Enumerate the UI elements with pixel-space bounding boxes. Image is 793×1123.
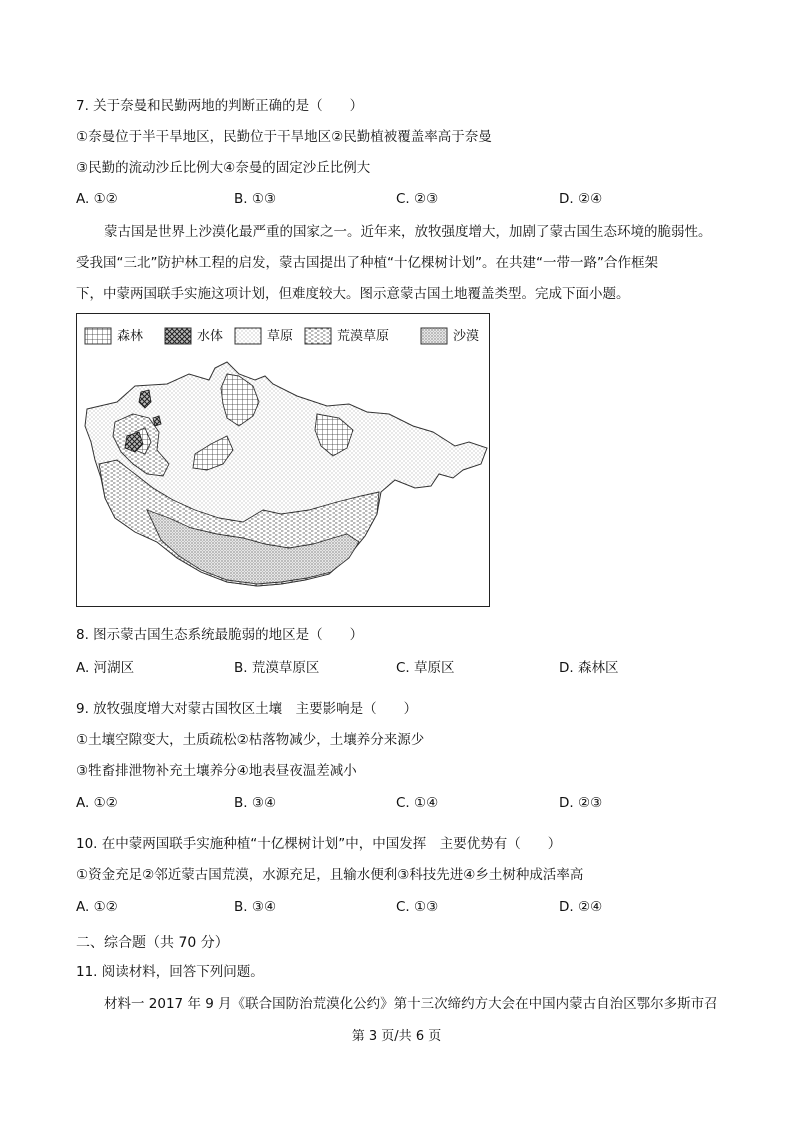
legend-desert-steppe-label: 荒漠草原: [337, 329, 390, 344]
page-footer: 第 3 页/共 6 页: [351, 1029, 442, 1044]
legend-forest-swatch: [85, 328, 111, 344]
legend-grassland-swatch: [235, 328, 261, 344]
legend-desert-label: 沙漠: [453, 329, 480, 344]
q9-option-d: D. ②③: [559, 795, 603, 811]
q7-statement-1: ①奈曼位于半干旱地区，民勤位于干旱地区②民勤植被覆盖率高于奈曼: [76, 129, 492, 145]
legend-forest-label: 森林: [117, 329, 144, 344]
legend-grassland-label: 草原: [267, 329, 294, 344]
q8-option-a: A. 河湖区: [76, 660, 135, 676]
q9-statement-2: ③牲畜排泄物补充土壤养分④地表昼夜温差减小: [76, 763, 357, 779]
map-svg: [77, 314, 489, 606]
q10-option-c: C. ①③: [396, 899, 439, 915]
q10-statement-1: ①资金充足②邻近蒙古国荒漠，水源充足，且输水便利③科技先进④乡土树种成活率高: [76, 867, 584, 883]
q9-statement-1: ①土壤空隙变大，土质疏松②枯落物减少，土壤养分来源少: [76, 732, 425, 748]
q11-stem: 11. 阅读材料，回答下列问题。: [76, 964, 264, 980]
q7-option-c: C. ②③: [396, 191, 439, 207]
legend-desert-steppe-swatch: [305, 328, 331, 344]
q7-stem: 7. 关于奈曼和民勤两地的判断正确的是（ ）: [76, 98, 364, 114]
q10-option-a: A. ①②: [76, 899, 118, 915]
q9-option-b: B. ③④: [234, 795, 277, 811]
q8-stem: 8. 图示蒙古国生态系统最脆弱的地区是（ ）: [76, 627, 364, 643]
q9-stem: 9. 放牧强度增大对蒙古国牧区土壤 主要影响是（ ）: [76, 701, 418, 717]
q8-option-c: C. 草原区: [396, 660, 455, 676]
q7-option-d: D. ②④: [559, 191, 603, 207]
land-cover-map: [76, 313, 490, 607]
q10-stem: 10. 在中蒙两国联手实施种植“十亿棵树计划”中，中国发挥 主要优势有（ ）: [76, 836, 562, 852]
material-line-3: 下，中蒙两国联手实施这项计划，但难度较大。图示意蒙古国土地覆盖类型。完成下面小题。: [76, 286, 630, 302]
q7-statement-2: ③民勤的流动沙丘比例大④奈曼的固定沙丘比例大: [76, 160, 371, 176]
legend-desert-swatch: [421, 328, 447, 344]
q9-option-c: C. ①④: [396, 795, 439, 811]
material-line-1: 蒙古国是世界上沙漠化最严重的国家之一。近年来，放牧强度增大，加剧了蒙古国生态环境的脆弱性。: [104, 224, 712, 240]
legend-water-label: 水体: [197, 329, 224, 344]
q7-option-b: B. ①③: [234, 191, 277, 207]
q10-option-b: B. ③④: [234, 899, 277, 915]
water-small-lake: [153, 416, 161, 426]
legend-water-swatch: [165, 328, 191, 344]
section-2-heading: 二、综合题（共 70 分）: [76, 935, 229, 951]
q11-material-1: 材料一 2017 年 9 月《联合国防治荒漠化公约》第十三次缔约方大会在中国内蒙古自治区鄂尔多斯市召: [104, 996, 718, 1012]
material-line-2: 受我国“三北”防护林工程的启发，蒙古国提出了种植“十亿棵树计划”。在共建“一带一路”合作框架: [76, 255, 658, 271]
q9-option-a: A. ①②: [76, 795, 118, 811]
q8-option-b: B. 荒漠草原区: [234, 660, 320, 676]
q7-option-a: A. ①②: [76, 191, 118, 207]
q8-option-d: D. 森林区: [559, 660, 619, 676]
q10-option-d: D. ②④: [559, 899, 603, 915]
